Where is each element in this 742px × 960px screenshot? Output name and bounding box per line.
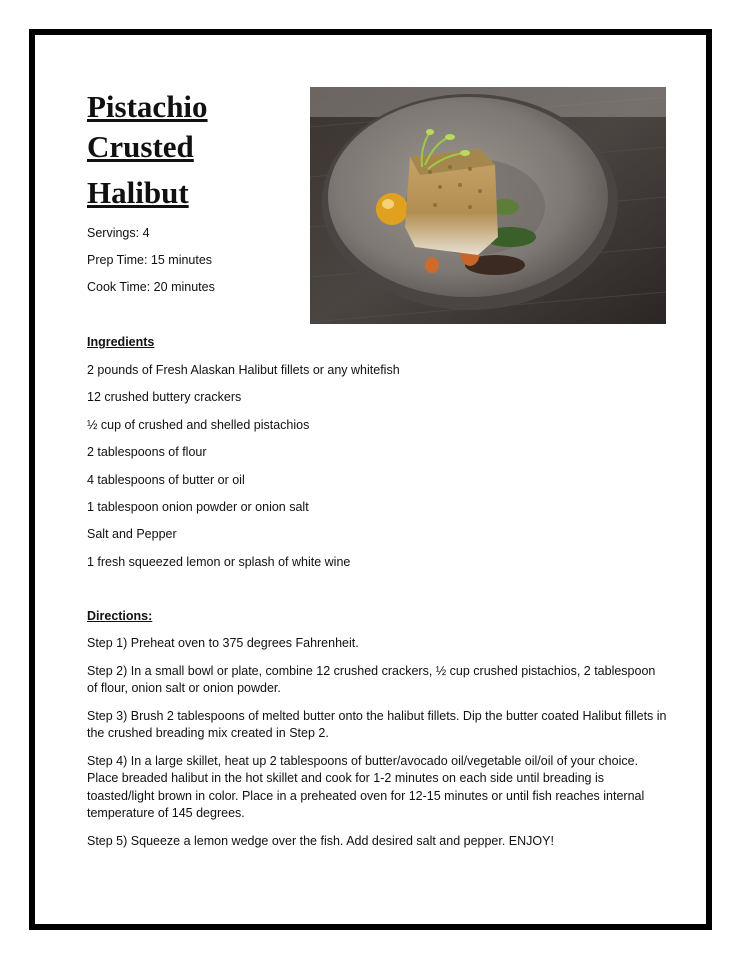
- ingredient-item: 12 crushed buttery crackers: [87, 390, 242, 405]
- halibut-dish-photo: [310, 87, 666, 324]
- ingredient-item: 2 pounds of Fresh Alaskan Halibut fillets or any whitefish: [87, 363, 400, 377]
- direction-step: Step 5) Squeeze a lemon wedge over the fish. Add desired salt and pepper. ENJOY!: [87, 833, 554, 848]
- title-line-1: Pistachio: [87, 89, 208, 124]
- directions-heading: Directions:: [87, 609, 153, 623]
- title-line-2: Crusted: [87, 129, 194, 164]
- ingredient-item: 2 tablespoons of flour: [87, 445, 207, 460]
- ingredient-item: 1 fresh squeezed lemon or splash of white wine: [87, 554, 351, 569]
- ingredient-item: Salt and Pepper: [87, 527, 177, 542]
- ingredient-item: ½ cup of crushed and shelled pistachios: [87, 417, 310, 432]
- ingredient-item: 1 tablespoon onion powder or onion salt: [87, 499, 309, 514]
- servings-text: Servings: 4: [87, 226, 150, 240]
- direction-step: Step 4) In a large skillet, heat up 2 tablespoons of butter/avocado oil/vegetable oil/oil of your choice. Place breaded halibut in the hot skillet and cook for 1-2 minutes on each side until breading is toasted/light brown in color. Place in a preheated oven for 12-15 minutes or until fish reaches internal temperature of 145 degrees.: [87, 753, 645, 820]
- recipe-meta: [87, 224, 215, 305]
- recipe-title: [87, 88, 297, 211]
- directions-section: [87, 607, 667, 860]
- cook-time-text: Cook Time: 20 minutes: [87, 280, 215, 294]
- direction-step: Step 3) Brush 2 tablespoons of melted butter onto the halibut fillets. Dip the butter coated Halibut fillets in the crushed breading mix created in Step 2.: [87, 708, 667, 740]
- direction-step: Step 1) Preheat oven to 375 degrees Fahrenheit.: [87, 636, 359, 650]
- ingredients-heading: Ingredients: [87, 335, 155, 349]
- title-line-3: Halibut: [87, 175, 189, 210]
- ingredients-section: [87, 333, 667, 580]
- ingredient-item: 4 tablespoons of butter or oil: [87, 472, 245, 487]
- prep-time-text: Prep Time: 15 minutes: [87, 253, 213, 267]
- direction-step: Step 2) In a small bowl or plate, combine 12 crushed crackers, ½ cup crushed pistachios, 2 tablespoon of flour, onion salt or onion powder.: [87, 663, 656, 695]
